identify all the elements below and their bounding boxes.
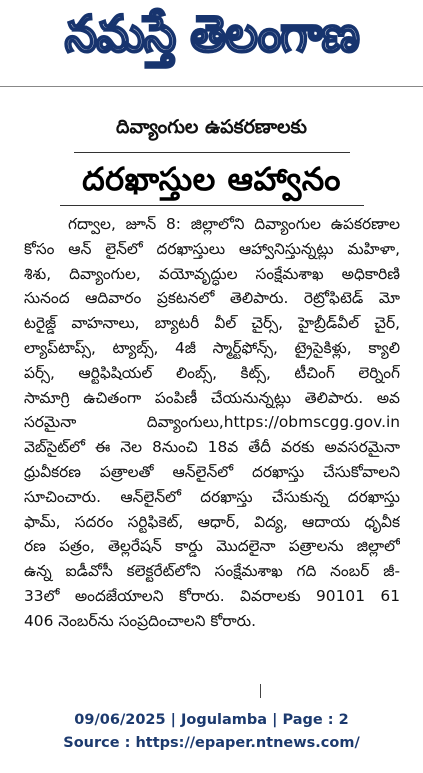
article-line: రణ పత్రం, తెల్లరేషన్ కార్డు మొదలైనా పత్రాలను జిల్లాలో xyxy=(24,537,400,556)
article-line: ఫామ్, సదరం సర్టిఫికెట్, ఆధార్, విద్య, ఆదాయ ధృవీక xyxy=(24,512,400,531)
article-body xyxy=(24,212,400,682)
article-line-url: సరమైనా దివ్యాంగులు,https://obmscgg.gov.in xyxy=(24,413,400,432)
clip-edge-mark xyxy=(260,684,261,698)
article-line: ధ్రువీకరణ పత్రాలతో ఆన్‌లైన్‌లో దరఖాస్తు చేసుకోవాలని xyxy=(24,462,400,481)
masthead-title: నమస్తే తెలంగాణ xyxy=(65,4,359,63)
article-line: వెబ్‌సైట్‌లో ఈ నెల 8నుంచి 18వ తేదీ వరకు అవసరమైనా xyxy=(24,438,400,457)
article-line: ఉన్న ఐడీవోసీ కలెక్టరేట్‌లోని సంక్షేమశాఖ గది నంబర్ జీ- xyxy=(24,562,400,581)
kicker-divider xyxy=(74,152,350,153)
article-line: సామాగ్రి ఉచితంగా పంపిణీ చేయనున్నట్లు తెలిపారు. అవ xyxy=(24,388,400,407)
article-line: పర్స్, ఆర్టిఫిషియల్ లింబ్స్, కిట్స్, టీచింగ్ లెర్నింగ్ xyxy=(24,363,400,382)
article-kicker: దివ్యాంగుల ఉపకరణాలకు xyxy=(116,116,307,138)
article-line: సునంద ఆదివారం ప్రకటనలో తెలిపారు. రెట్రోఫిటెడ్ మో xyxy=(24,289,400,308)
headline-divider xyxy=(60,205,364,206)
article-line: సూచించారు. ఆన్‌లైన్‌లో దరఖాస్తు చేసుకున్న దరఖాస్తు xyxy=(24,487,400,506)
article-line: కోసం ఆన్ లైన్‌లో దరఖాస్తులు ఆహ్వానిస్తున్నట్లు మహిళా, xyxy=(24,239,400,258)
source-link[interactable]: Source : https://epaper.ntnews.com/ xyxy=(63,735,360,751)
article-line: గద్వాల, జూన్ 8: జిల్లాలోని దివ్యాంగుల ఉపకరణాల xyxy=(68,215,400,233)
article-line: శిశు, దివ్యాంగుల, వయోవృద్ధుల సంక్షేమశాఖ అధికారిణి xyxy=(24,264,400,283)
article-line: 406 నెంబర్‌ను సంప్రదించాలని కోరారు. xyxy=(24,611,257,630)
newspaper-masthead xyxy=(18,6,406,74)
article-line: టరైజ్డ్ వాహనాలు, బ్యాటరీ వీల్ చైర్స్, హైబ్రీడ్‌వీల్ చైర్, xyxy=(24,314,400,333)
article-line: ల్యాప్‌టాప్స్, ట్యాబ్స్, 4జీ స్మార్ట్‌ఫోన్స్, ట్రైసైకిళ్లు, క్యాలి xyxy=(24,338,400,357)
edition-info: 09/06/2025 | Jogulamba | Page : 2 xyxy=(74,712,349,728)
masthead-divider xyxy=(0,86,423,87)
article-line: 33లో అందజేయాలని కోరారు. వివరాలకు 90101 61 xyxy=(24,586,400,605)
article-headline: దరఖాస్తుల ఆహ్వానం xyxy=(82,160,341,198)
